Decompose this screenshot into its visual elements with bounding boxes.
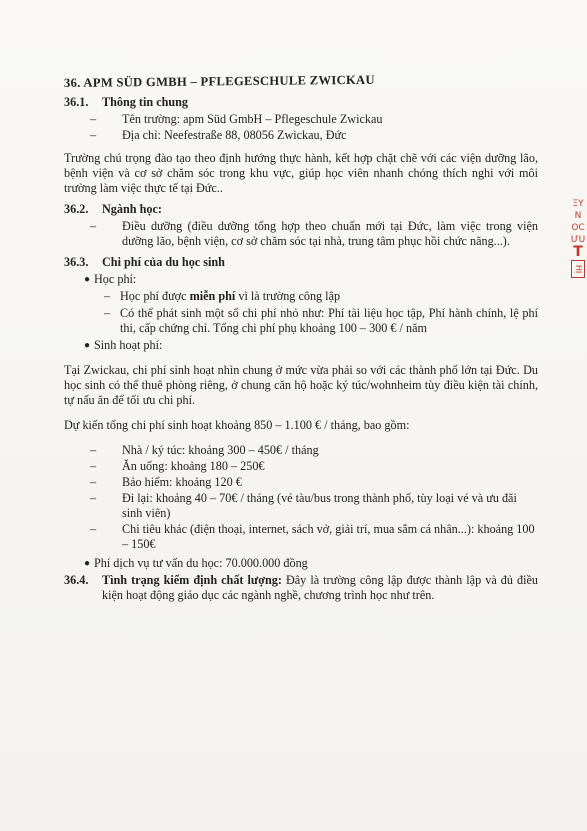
- list-item: [64, 219, 538, 249]
- service-fee-text: Phí dịch vụ tư vấn du học: 70.000.000 đồng: [94, 556, 308, 570]
- list-item: [64, 306, 538, 336]
- bullet-marker: ●: [84, 274, 91, 285]
- school-name-text: Tên trường: apm Süd GmbH – Pflegeschule Zwickau: [122, 112, 383, 126]
- section-36-4: [64, 573, 538, 603]
- dash-marker: –: [90, 112, 97, 126]
- stamp-text: HỊ: [571, 260, 585, 278]
- address-text: Địa chỉ: Neefestraße 88, 08056 Zwickau, Đức: [122, 128, 347, 142]
- dash-marker: –: [90, 491, 97, 505]
- dash-marker: –: [90, 128, 97, 142]
- list-item: [64, 475, 538, 490]
- stamp-text: OC: [571, 223, 585, 233]
- section-36-3-heading: [64, 255, 538, 270]
- list-item: [64, 491, 538, 521]
- cost-item-text: Đi lại: khoảng 40 – 70€ / tháng (vé tàu/bus trong thành phố, tùy loại vé và ưu đãi sinh viên): [122, 491, 517, 520]
- section-number: 36.2.: [64, 202, 89, 216]
- section-title: Chi phí của du học sinh: [102, 255, 225, 269]
- document-content: [63, 72, 539, 605]
- list-item: [64, 556, 538, 571]
- list-item: [64, 522, 538, 552]
- dash-marker: –: [90, 459, 97, 473]
- list-item: [64, 128, 538, 143]
- tuition-label: Học phí:: [94, 272, 137, 286]
- cost-item-text: Bảo hiểm: khoảng 120 €: [122, 475, 242, 489]
- paragraph-living: Tại Zwickau, chi phí sinh hoạt nhìn chung ở mức vừa phải so với các thành phố lớn tại Đức. Du học sinh có thể thuê phòng riêng, ở chung căn hộ hoặc ký túc/wohnheim tùy điều kiện tài chính, tự nấu ăn để tối ưu chi phí.: [64, 363, 538, 407]
- list-item: [64, 443, 538, 458]
- stamp-text: N: [574, 211, 582, 221]
- stamp-text: T: [573, 244, 583, 260]
- cost-item-text: Nhà / ký túc: khoảng 300 – 450€ / tháng: [122, 443, 319, 457]
- dash-marker: –: [104, 289, 111, 303]
- accreditation-text: Đây là trường công lập được thành lập và đủ điều kiện hoạt động giáo dục các ngành nghề, chương trình học như trên.: [102, 573, 539, 602]
- stamp-text: ΞΥ: [572, 199, 584, 209]
- tuition-text: Học phí được: [120, 289, 190, 303]
- section-title: Tình trạng kiểm định chất lượng:: [102, 573, 282, 587]
- section-36-2-heading: [64, 202, 538, 217]
- paragraph-estimate: Dự kiến tổng chi phí sinh hoạt khoảng 850 – 1.100 € / tháng, bao gồm:: [64, 418, 410, 432]
- bullet-marker: ●: [84, 558, 91, 569]
- section-number: 36.1.: [64, 95, 89, 109]
- list-item: [64, 338, 538, 353]
- living-cost-label: Sinh hoạt phí:: [94, 338, 163, 352]
- tuition-text: vì là trường công lập: [235, 289, 341, 303]
- document-title: 36. APM SÜD GMBH – PFLEGESCHULE ZWICKAU: [63, 72, 375, 90]
- section-36-1-heading: [64, 95, 538, 110]
- extra-fees-text: Có thể phát sinh một số chi phí nhỏ như: Phí tài liệu học tập, Phí hành chính, lệ phí thi, cấp chứng chỉ. Tổng chi phí phụ khoảng 100 – 300 € / năm: [120, 306, 538, 335]
- tuition-free-emphasis: miễn phí: [189, 289, 236, 303]
- dash-marker: –: [90, 522, 97, 536]
- stamp-text: ƯU: [570, 235, 586, 245]
- dash-marker: –: [90, 443, 97, 457]
- list-item: [64, 289, 538, 304]
- dash-marker: –: [104, 306, 111, 320]
- dash-marker: –: [90, 475, 97, 489]
- section-title: Ngành học:: [102, 202, 162, 216]
- dash-marker: –: [90, 219, 97, 233]
- major-text: Điều dưỡng (điều dưỡng tổng hợp theo chuẩn mới tại Đức, làm việc trong viện dưỡng lão, bệnh viện, cơ sở chăm sóc tại nhà, trung tâm phục hồi chức năng...).: [122, 219, 538, 248]
- bullet-marker: ●: [84, 340, 91, 351]
- paragraph-intro: Trường chú trọng đào tạo theo định hướng thực hành, kết hợp chặt chẽ với các viện dưỡng lão, bệnh viện và cơ sở chăm sóc trong khu vực, giúp học viên nhanh chóng thích nghi với môi trường làm việc thực tế tại Đức..: [64, 151, 538, 195]
- section-number: 36.4.: [64, 573, 89, 587]
- red-stamp-partial: [569, 198, 587, 298]
- section-number: 36.3.: [64, 255, 89, 269]
- list-item: [64, 112, 538, 127]
- section-title: Thông tin chung: [102, 95, 189, 109]
- list-item: [64, 272, 538, 287]
- cost-item-text: Chi tiêu khác (điện thoại, internet, sách vở, giải trí, mua sắm cá nhân...): khoảng 100 – 150€: [122, 522, 535, 551]
- cost-item-text: Ăn uống: khoảng 180 – 250€: [122, 459, 265, 473]
- list-item: [64, 459, 538, 474]
